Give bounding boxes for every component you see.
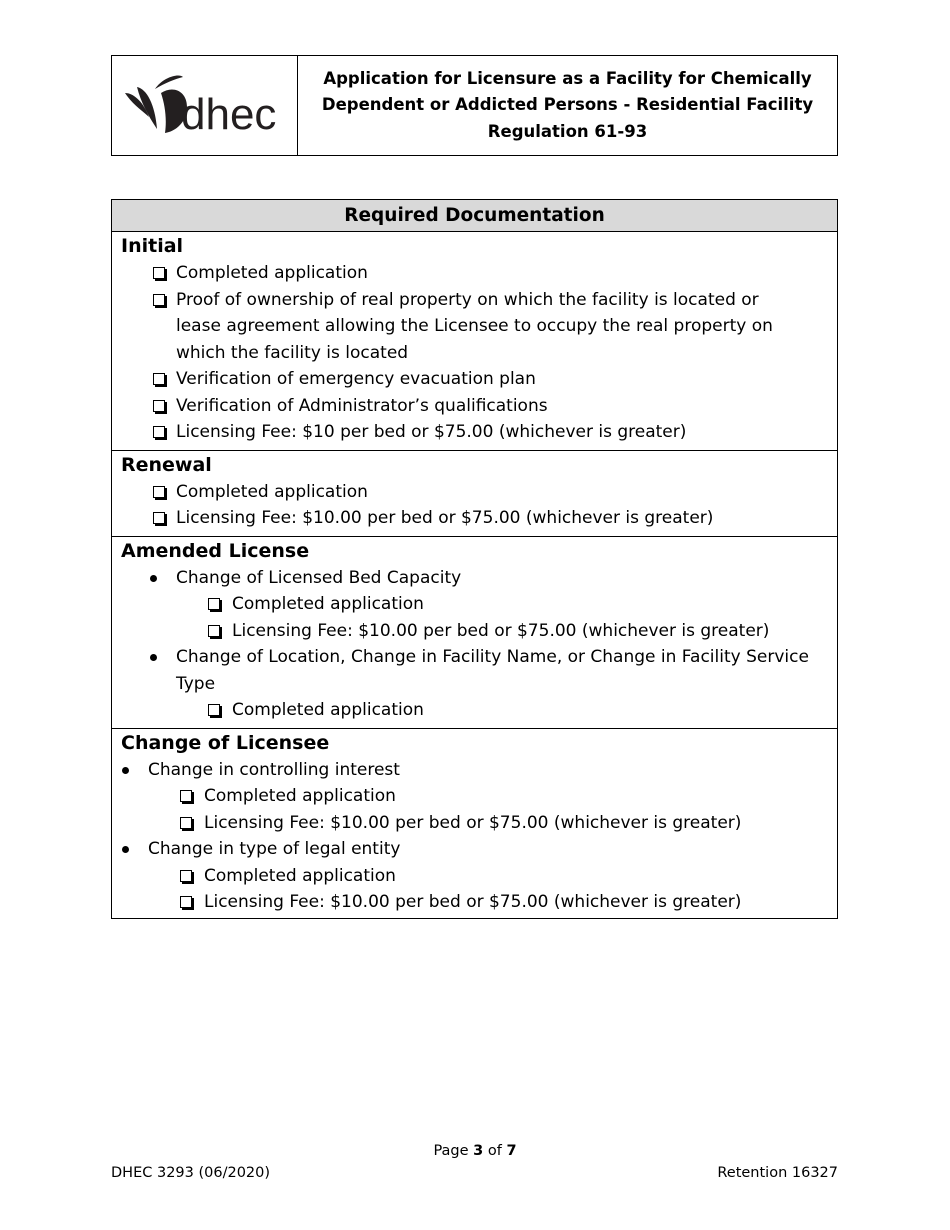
- retention-number: Retention 16327: [717, 1165, 838, 1181]
- checkbox[interactable]: [180, 817, 192, 829]
- checklist-item: Verification of emergency evacuation plan: [112, 366, 837, 393]
- checkbox[interactable]: [153, 512, 165, 524]
- checkbox[interactable]: [153, 400, 165, 412]
- bullet-item: Change of Location, Change in Facility Name, or Change in Facility Service: [112, 644, 837, 671]
- checkbox[interactable]: [180, 790, 192, 802]
- checkbox[interactable]: [180, 870, 192, 882]
- checklist-item: Completed application: [112, 591, 837, 618]
- document-header: [111, 55, 838, 156]
- section-title-amended: Amended License: [121, 539, 310, 562]
- section-title-initial: Initial: [121, 235, 184, 257]
- form-id: DHEC 3293 (06/2020): [111, 1165, 271, 1181]
- checkbox[interactable]: [153, 486, 165, 498]
- checklist-item: Licensing Fee: $10.00 per bed or $75.00 (whichever is greater): [112, 889, 837, 916]
- checklist-item-continuation: lease agreement allowing the Licensee to occupy the real property on: [176, 316, 773, 336]
- dhec-logo: [119, 71, 291, 141]
- checklist-item: Completed application: [112, 697, 837, 724]
- section-title-renewal: Renewal: [121, 453, 212, 476]
- checklist-item: Verification of Administrator’s qualifications: [112, 393, 837, 420]
- checkbox[interactable]: [153, 426, 165, 438]
- checkbox[interactable]: [208, 704, 220, 716]
- checklist-item: Licensing Fee: $10.00 per bed or $75.00 (whichever is greater): [112, 618, 837, 645]
- bullet-dot: [150, 654, 157, 661]
- form-title: [298, 56, 837, 155]
- checkbox[interactable]: [153, 267, 165, 279]
- bullet-dot: [150, 575, 157, 582]
- checklist-item-continuation: which the facility is located: [176, 342, 409, 363]
- checklist-item: Licensing Fee: $10.00 per bed or $75.00 (whichever is greater): [112, 505, 837, 532]
- bullet-item: Change in type of legal entity: [112, 836, 837, 863]
- checkbox[interactable]: [153, 373, 165, 385]
- form-title-line-2: Dependent or Addicted Persons - Residential Facility: [321, 95, 814, 115]
- checklist-item: Completed application: [112, 783, 837, 810]
- checkbox[interactable]: [208, 625, 220, 637]
- bullet-item: Change of Licensed Bed Capacity: [112, 565, 837, 592]
- checklist-item: Licensing Fee: $10 per bed or $75.00 (whichever is greater): [112, 419, 837, 446]
- bullet-dot: [122, 846, 129, 853]
- bullet-item-continuation: Type: [176, 673, 216, 694]
- checklist-item: Proof of ownership of real property on which the facility is located or: [112, 287, 837, 314]
- section-title-licensee: Change of Licensee: [121, 731, 330, 754]
- required-documentation-table: [111, 199, 838, 919]
- section-change-of-licensee: [112, 729, 837, 918]
- page-current: 3: [473, 1143, 484, 1159]
- checklist-item: Completed application: [112, 479, 837, 506]
- logo-text: dhec: [180, 89, 276, 139]
- form-title-line-3: Regulation 61-93: [487, 121, 648, 141]
- checkbox[interactable]: [153, 294, 165, 306]
- logo-leaf-right: [155, 75, 183, 89]
- checklist-item: Completed application: [112, 260, 837, 287]
- logo-cell: [112, 56, 298, 155]
- checkbox[interactable]: [180, 896, 192, 908]
- section-renewal: [112, 451, 837, 537]
- page-number: Page 3 of 7: [433, 1143, 517, 1159]
- section-amended-license: [112, 537, 837, 729]
- table-title: Required Documentation: [112, 200, 837, 232]
- checklist-item: Completed application: [112, 863, 837, 890]
- form-title-line-1: Application for Licensure as a Facility for Chemically: [323, 68, 812, 88]
- section-initial: [112, 232, 837, 451]
- page-total: 7: [506, 1143, 517, 1159]
- bullet-dot: [122, 767, 129, 774]
- checklist-item: Licensing Fee: $10.00 per bed or $75.00 (whichever is greater): [112, 810, 837, 837]
- checkbox[interactable]: [208, 598, 220, 610]
- bullet-item: Change in controlling interest: [112, 757, 837, 784]
